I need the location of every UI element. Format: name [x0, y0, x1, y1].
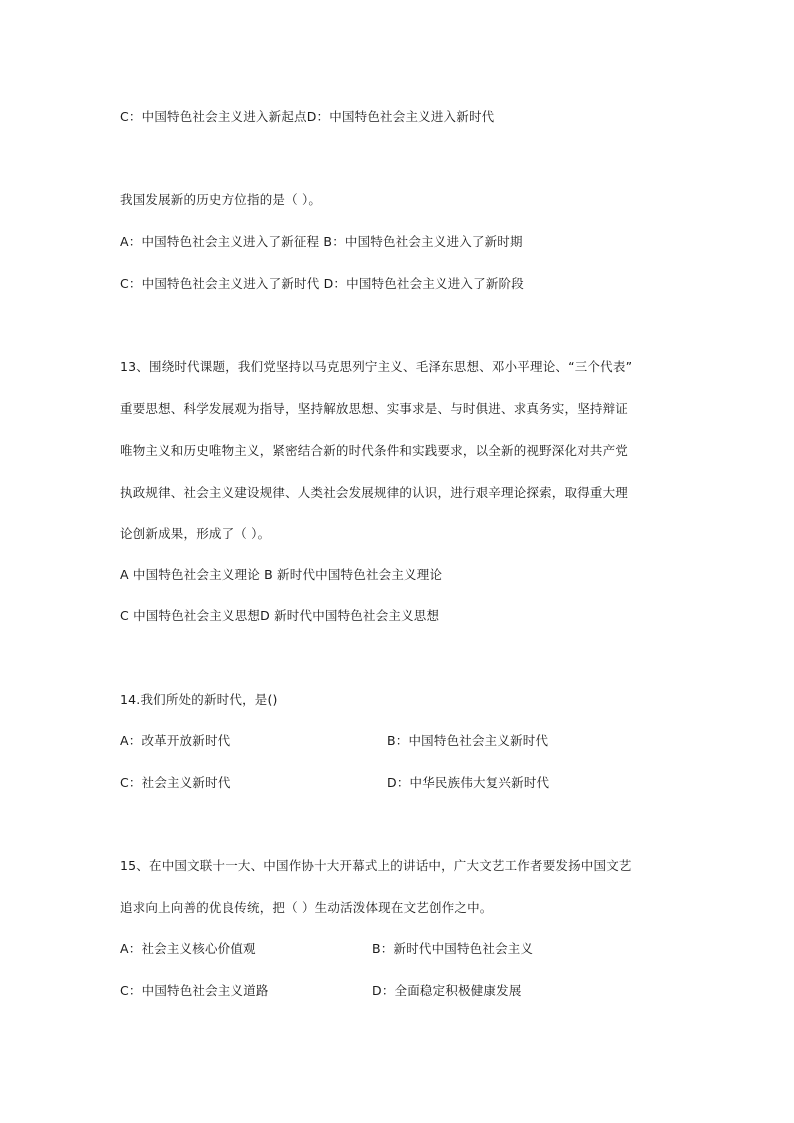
q13-option-ab: A 中国特色社会主义理论 B 新时代中国特色社会主义理论	[120, 567, 443, 582]
q13-stem-line-2: 重要思想、科学发展观为指导，坚持解放思想、实事求是、与时俱进、求真务实，坚持辩证	[120, 401, 629, 416]
q15-option-a: A：社会主义核心价值观	[120, 941, 256, 956]
q13-option-cd: C 中国特色社会主义思想D 新时代中国特色社会主义思想	[120, 608, 440, 623]
q14-option-c: C：社会主义新时代	[120, 775, 231, 790]
q-history-stem: 我国发展新的历史方位指的是（ ）。	[120, 192, 322, 207]
q14-stem: 14.我们所处的新时代，是()	[120, 692, 278, 707]
q14-option-a: A：改革开放新时代	[120, 733, 231, 748]
q13-stem-line-1: 13、围绕时代课题，我们党坚持以马克思列宁主义、毛泽东思想、邓小平理论、“三个代表”	[120, 359, 633, 374]
q13-stem-line-4: 执政规律、社会主义建设规律、人类社会发展规律的认识，进行艰辛理论探索，取得重大理	[120, 485, 629, 500]
q15-option-b: B：新时代中国特色社会主义	[372, 941, 534, 956]
prev-question-option-cd: C：中国特色社会主义进入新起点D：中国特色社会主义进入新时代	[120, 109, 495, 124]
q15-option-d: D：全面稳定积极健康发展	[372, 983, 522, 998]
q-history-option-cd: C：中国特色社会主义进入了新时代 D：中国特色社会主义进入了新阶段	[120, 276, 524, 291]
q15-stem-line-1: 15、在中国文联十一大、中国作协十大开幕式上的讲话中，广大文艺工作者要发扬中国文艺	[120, 858, 632, 873]
q-history-option-ab: A：中国特色社会主义进入了新征程 B：中国特色社会主义进入了新时期	[120, 234, 523, 249]
q13-stem-line-3: 唯物主义和历史唯物主义，紧密结合新的时代条件和实践要求，以全新的视野深化对共产党	[120, 443, 629, 458]
q14-option-b: B：中国特色社会主义新时代	[387, 733, 549, 748]
q14-option-d: D：中华民族伟大复兴新时代	[387, 775, 550, 790]
q15-option-c: C：中国特色社会主义道路	[120, 983, 269, 998]
q15-stem-line-2: 追求向上向善的优良传统，把（ ）生动活泼体现在文艺创作之中。	[120, 900, 493, 915]
q13-stem-line-5: 论创新成果，形成了（ ）。	[120, 526, 271, 541]
